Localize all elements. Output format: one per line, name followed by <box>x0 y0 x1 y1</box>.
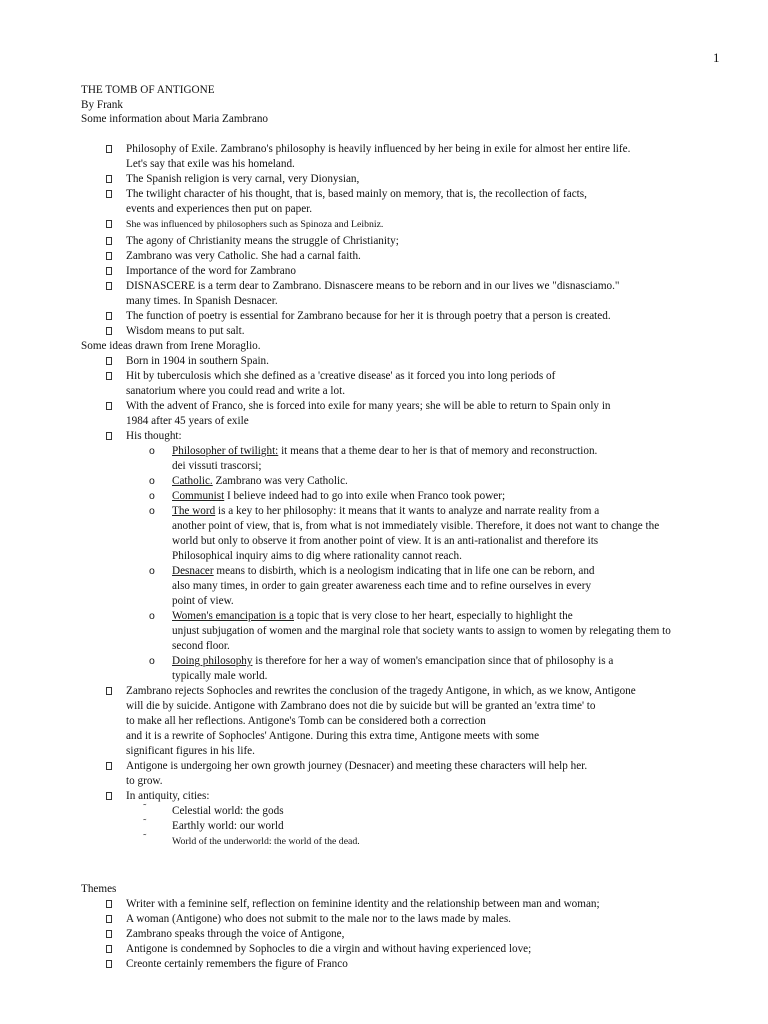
circle-bullet-icon: o <box>149 610 155 622</box>
circle-bullet-icon: o <box>149 505 155 517</box>
thought-item: o Women's emancipation is a topic that is very close to her heart, especially to highlight the unjust subjugation of women and the marginal role that society wants to assign to women by relegating them to second floor. <box>149 610 671 652</box>
list-item: Creonte certainly remembers the figure of Franco <box>81 957 731 972</box>
checkbox-bullet-icon <box>106 432 112 440</box>
tilde-bullet-icon: ˜ <box>143 818 147 829</box>
circle-bullet-icon: o <box>149 475 155 487</box>
list-item: In antiquity, cities: <box>81 789 731 804</box>
list-item: The twilight character of his thought, that is, based mainly on memory, that is, the recollection of facts, events and experiences then put on paper. <box>81 187 731 217</box>
list-item: She was influenced by philosophers such as Spinoza and Leibniz. <box>81 217 731 232</box>
list-item: His thought: <box>81 429 731 444</box>
checkbox-bullet-icon <box>106 312 112 320</box>
list-item: Zambrano speaks through the voice of Antigone, <box>81 927 731 942</box>
list-item: Zambrano rejects Sophocles and rewrites the conclusion of the tragedy Antigone, in which, as we know, Antigone will die by suicide. Antigone with Zambrano does not die by suicide but will be granted an 'extra time' to to make all her reflections. Antigone's Tomb can be considered both a correction and it is a rewrite of Sophocles' Antigone. During this extra time, Antigone meets with some significant figures in his life. <box>81 684 731 759</box>
checkbox-bullet-icon <box>106 687 112 695</box>
checkbox-bullet-icon <box>106 237 112 245</box>
checkbox-bullet-icon <box>106 220 112 228</box>
list-item: Born in 1904 in southern Spain. <box>81 354 731 369</box>
checkbox-bullet-icon <box>106 900 112 908</box>
document-intro: Some information about Maria Zambrano <box>81 113 269 126</box>
list-item: A woman (Antigone) who does not submit to the male nor to the laws made by males. <box>81 912 731 927</box>
checkbox-bullet-icon <box>106 792 112 800</box>
thought-item: o The word is a key to her philosophy: it means that it wants to analyze and narrate reality from a another point of view, that is, from what is not immediately visible. Therefore, it does not want to change the world but only to observe it from another point of view. It is an anti-rationalist and therefore its Philosophical inquiry aims to dig where rationality cannot reach. <box>149 505 660 562</box>
list-item: Antigone is undergoing her own growth journey (Desnacer) and meeting these characters will help her. to grow. <box>81 759 731 789</box>
ideas-heading: Some ideas drawn from Irene Moraglio. <box>81 340 261 352</box>
list-item: Wisdom means to put salt. <box>81 324 731 339</box>
tilde-bullet-icon: ˜ <box>143 803 147 814</box>
list-item: Hit by tuberculosis which she defined as a 'creative disease' as it forced you into long periods of sanatorium where you could read and write a lot. <box>81 369 731 399</box>
list-item: With the advent of Franco, she is forced into exile for many years; she will be able to return to Spain only in 1984 after 45 years of exile <box>81 399 731 429</box>
page-number: 1 <box>713 50 720 65</box>
checkbox-bullet-icon <box>106 915 112 923</box>
checkbox-bullet-icon <box>106 145 112 153</box>
circle-bullet-icon: o <box>149 565 155 577</box>
list-item: The Spanish religion is very carnal, very Dionysian, <box>81 172 731 187</box>
document-header <box>81 83 268 127</box>
info-section <box>81 142 731 849</box>
checkbox-bullet-icon <box>106 190 112 198</box>
checkbox-bullet-icon <box>106 762 112 770</box>
list-item: Zambrano was very Catholic. She had a carnal faith. <box>81 249 731 264</box>
list-item: The agony of Christianity means the struggle of Christianity; <box>81 234 731 249</box>
checkbox-bullet-icon <box>106 372 112 380</box>
tilde-bullet-icon: ˜ <box>143 833 147 844</box>
checkbox-bullet-icon <box>106 945 112 953</box>
checkbox-bullet-icon <box>106 175 112 183</box>
list-item: Writer with a feminine self, reflection on feminine identity and the relationship between man and woman; <box>81 897 731 912</box>
list-item: The function of poetry is essential for Zambrano because for her it is through poetry that a person is created. <box>81 309 731 324</box>
world-item: ˜ Celestial world: the gods <box>143 803 284 817</box>
checkbox-bullet-icon <box>106 252 112 260</box>
list-item: Importance of the word for Zambrano <box>81 264 731 279</box>
circle-bullet-icon: o <box>149 655 155 667</box>
list-item: DISNASCERE is a term dear to Zambrano. Disnascere means to be reborn and in our lives we "disnasciamo." many times. In Spanish Desnacer. <box>81 279 731 309</box>
document-author: By Frank <box>81 98 123 111</box>
checkbox-bullet-icon <box>106 357 112 365</box>
checkbox-bullet-icon <box>106 930 112 938</box>
checkbox-bullet-icon <box>106 267 112 275</box>
circle-bullet-icon: o <box>149 445 155 457</box>
world-item: ˜ Earthly world: our world <box>143 818 284 832</box>
checkbox-bullet-icon <box>106 402 112 410</box>
world-item: ˜ World of the underworld: the world of the dead. <box>143 833 360 847</box>
circle-bullet-icon: o <box>149 490 155 502</box>
checkbox-bullet-icon <box>106 327 112 335</box>
themes-section <box>81 882 731 972</box>
thought-item: o Catholic. Zambrano was very Catholic. <box>149 475 348 487</box>
document-title: THE TOMB OF ANTIGONE <box>81 84 215 96</box>
checkbox-bullet-icon <box>106 282 112 290</box>
themes-heading: Themes <box>81 883 117 895</box>
list-item: Philosophy of Exile. Zambrano's philosophy is heavily influenced by her being in exile for almost her entire life. Let's say that exile was his homeland. <box>81 142 731 172</box>
thought-item: o Communist I believe indeed had to go into exile when Franco took power; <box>149 490 506 502</box>
list-item: Antigone is condemned by Sophocles to die a virgin and without having experienced love; <box>81 942 731 957</box>
thought-item: o Philosopher of twilight: it means that a theme dear to her is that of memory and reconstruction. dei vissuti trascorsi; <box>149 445 598 472</box>
thought-item: o Desnacer means to disbirth, which is a neologism indicating that in life one can be reborn, and also many times, in order to gain greater awareness each time and to refine ourselves in every point of view. <box>149 565 595 607</box>
thought-item: o Doing philosophy is therefore for her a way of women's emancipation since that of philosophy is a typically male world. <box>149 655 614 682</box>
checkbox-bullet-icon <box>106 960 112 968</box>
